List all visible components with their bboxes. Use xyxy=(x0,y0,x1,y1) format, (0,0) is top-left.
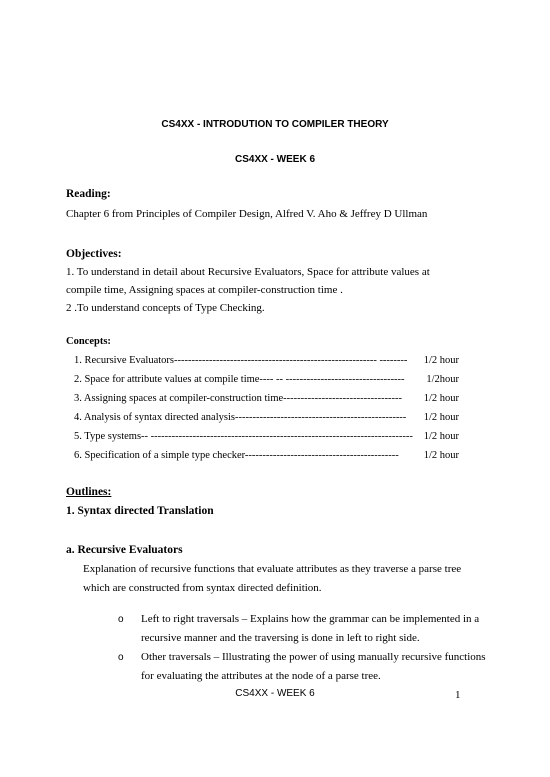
concept-duration: 1/2 hour xyxy=(423,450,459,461)
outlines-heading: Outlines: xyxy=(66,486,112,498)
paragraph-line: which are constructed from syntax directed definition. xyxy=(83,582,322,594)
footer-label: CS4XX - WEEK 6 xyxy=(235,688,315,699)
concept-label: 6. Specification of a simple type checker-------------------------------------------- xyxy=(74,450,399,461)
concept-label: 5. Type systems-- --------------------------------------------------------------------------- xyxy=(74,431,413,442)
paragraph-line: Explanation of recursive functions that evaluate attributes as they traverse a parse tree xyxy=(83,563,462,575)
objective-line: 2 .To understand concepts of Type Checking. xyxy=(66,302,265,314)
bullet-line: for evaluating the attributes at the node of a parse tree. xyxy=(141,670,381,682)
bullet-line: Other traversals – Illustrating the power of using manually recursive functions xyxy=(141,651,486,663)
objective-line: 1. To understand in detail about Recursive Evaluators, Space for attribute values at xyxy=(66,266,430,278)
week-title: CS4XX - WEEK 6 xyxy=(234,154,316,165)
objective-line: compile time, Assigning spaces at compiler-construction time . xyxy=(66,284,343,296)
reading-text: Chapter 6 from Principles of Compiler Design, Alfred V. Aho & Jeffrey D Ullman xyxy=(66,208,428,220)
concept-label: 2. Space for attribute values at compile time---- -- ---------------------------------- xyxy=(74,374,405,385)
concept-duration: 1/2 hour xyxy=(423,393,459,404)
bullet-marker: o xyxy=(118,652,124,663)
subsection-heading: a. Recursive Evaluators xyxy=(66,544,183,556)
concept-label: 3. Assigning spaces at compiler-construction time---------------------------------- xyxy=(74,393,403,404)
concept-duration: 1/2hour xyxy=(426,374,459,385)
bullet-line: Left to right traversals – Explains how the grammar can be implemented in a xyxy=(141,613,480,625)
reading-heading: Reading: xyxy=(66,188,111,200)
course-title: CS4XX - INTRODUTION TO COMPILER THEORY xyxy=(161,119,389,130)
section-heading: 1. Syntax directed Translation xyxy=(66,505,214,517)
concept-label: 4. Analysis of syntax directed analysis------------------------------------------------- xyxy=(74,412,407,423)
concept-duration: 1/2 hour xyxy=(423,431,459,442)
bullet-line: recursive manner and the traversing is done in left to right side. xyxy=(141,632,420,644)
bullet-marker: o xyxy=(118,614,124,625)
page-number: 1 xyxy=(455,689,461,701)
concept-label: 1. Recursive Evaluators---------------------------------------------------------- -------- xyxy=(74,355,408,366)
concepts-heading: Concepts: xyxy=(66,336,111,347)
objectives-heading: Objectives: xyxy=(66,248,122,260)
concept-duration: 1/2 hour xyxy=(423,355,459,366)
concept-duration: 1/2 hour xyxy=(423,412,459,423)
